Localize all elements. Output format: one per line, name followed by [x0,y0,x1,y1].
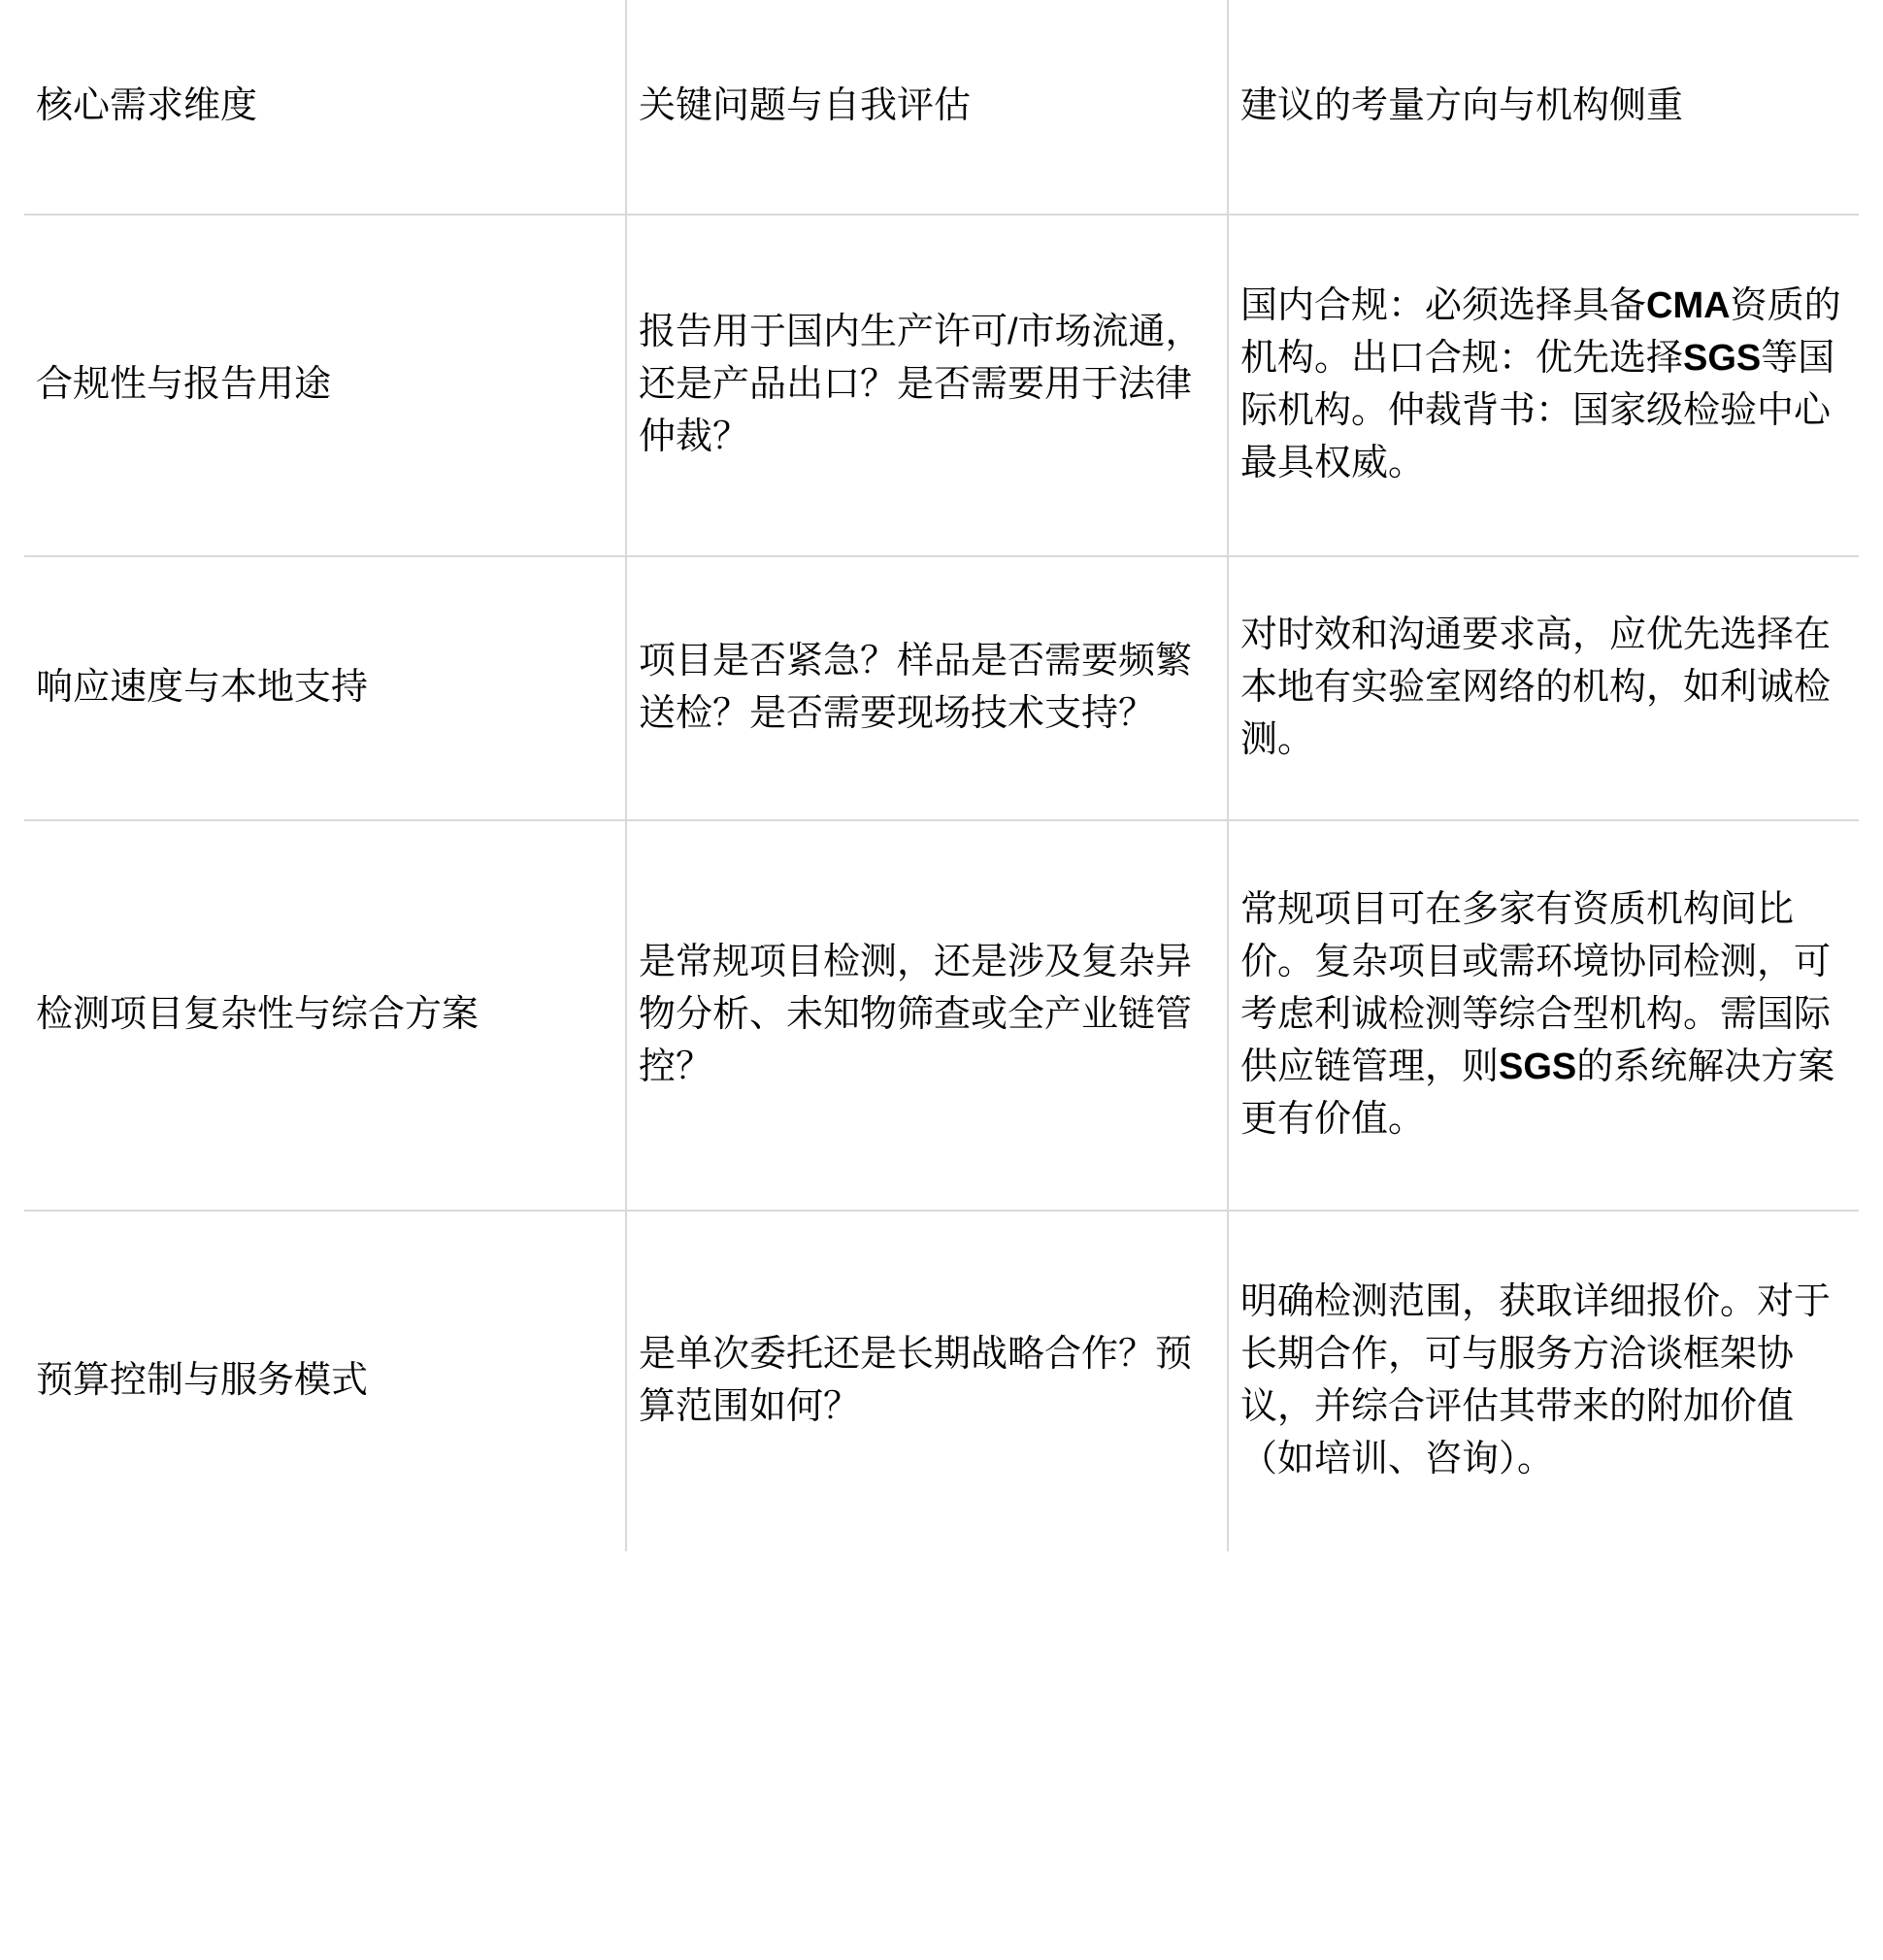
column-header-question [626,0,1228,215]
row-dimension [24,820,626,1211]
table-row [24,556,1859,820]
row-question [626,1211,1228,1551]
row-recommendation-text: 国内合规：必须选择具备CMA资质的机构。出口合规：优先选择SGS等国际机构。仲裁背书：国家级检验中心最具权威。 [1240,285,1841,483]
row-question-text: 是单次委托还是长期战略合作？预算范围如何？ [639,1334,1193,1427]
row-question [626,820,1228,1211]
row-dimension [24,215,626,556]
table-row [24,215,1859,556]
row-recommendation-text: 对时效和沟通要求高，应优先选择在本地有实验室网络的机构，如利诚检测。 [1240,615,1832,760]
column-header-dimension-label: 核心需求维度 [36,85,258,127]
row-dimension-label: 响应速度与本地支持 [36,667,369,709]
table-body [24,0,1859,1551]
column-header-recommendation [1228,0,1859,215]
row-dimension [24,1211,626,1551]
row-question-text: 报告用于国内生产许可/市场流通，还是产品出口？是否需要用于法律仲裁？ [639,312,1203,457]
table-row [24,820,1859,1211]
row-dimension-label: 合规性与报告用途 [36,364,332,406]
row-question [626,556,1228,820]
table-row [24,1211,1859,1551]
row-dimension [24,556,626,820]
row-recommendation-text: 明确检测范围，获取详细报价。对于长期合作，可与服务方洽谈框架协议，并综合评估其带来的附加价值（如培训、咨询）。 [1240,1281,1832,1479]
row-dimension-label: 检测项目复杂性与综合方案 [36,994,479,1036]
row-recommendation-text: 常规项目可在多家有资质机构间比价。复杂项目或需环境协同检测，可考虑利诚检测等综合型机构。需国际供应链管理，则SGS的系统解决方案更有价值。 [1240,889,1835,1140]
column-header-recommendation-label: 建议的考量方向与机构侧重 [1240,85,1684,127]
row-recommendation [1228,1211,1859,1551]
row-recommendation [1228,556,1859,820]
row-question [626,215,1228,556]
row-recommendation [1228,215,1859,556]
column-header-question-label: 关键问题与自我评估 [639,85,972,127]
row-question-text: 项目是否紧急？样品是否需要频繁送检？是否需要现场技术支持？ [639,641,1193,734]
column-header-dimension [24,0,626,215]
table-header-row [24,0,1859,215]
requirements-table [24,0,1859,1551]
row-dimension-label: 预算控制与服务模式 [36,1360,369,1402]
row-recommendation [1228,820,1859,1211]
row-question-text: 是常规项目检测，还是涉及复杂异物分析、未知物筛查或全产业链管控？ [639,942,1193,1087]
